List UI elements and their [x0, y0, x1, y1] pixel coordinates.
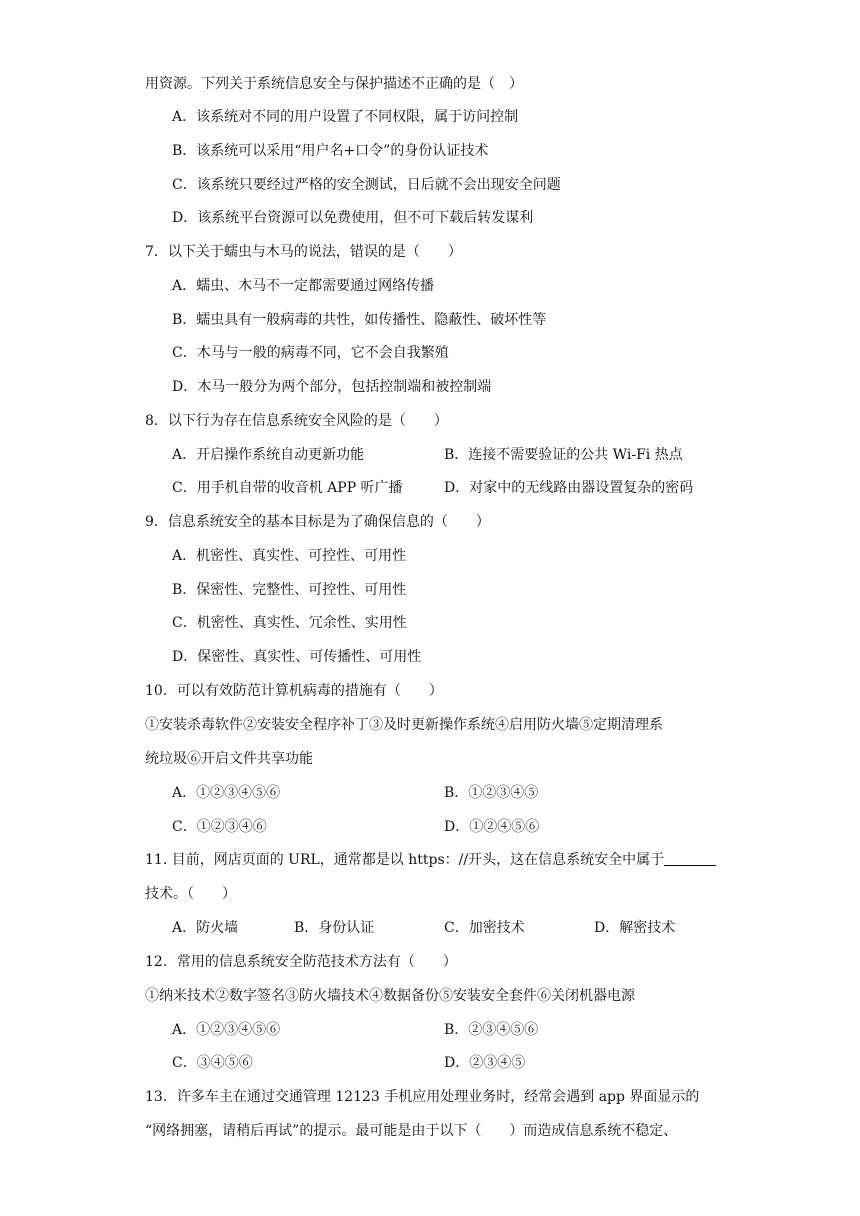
q11-stem-line2: 技术。（ ） [145, 886, 236, 902]
q11-option-d: D．解密技术 [594, 920, 676, 936]
q12-option-b: B．②③④⑤⑥ [444, 1022, 539, 1038]
q11-option-c: C．加密技术 [444, 920, 525, 936]
q11-stem-text: 11. 目前，网店页面的 URL，通常都是以 https：//开头，这在信息系统安全中属于 [145, 852, 665, 868]
q10-option-a: A．①②③④⑤⑥ [172, 785, 281, 801]
q9-stem: 9．信息系统安全的基本目标是为了确保信息的（ ） [145, 514, 490, 530]
q10-items-line2: 统垃圾⑥开启文件共享功能 [145, 751, 313, 767]
q7-option-a: A．蠕虫、木马不一定都需要通过网络传播 [172, 278, 435, 294]
q6-option-c: C．该系统只要经过严格的安全测试，日后就不会出现安全问题 [172, 177, 561, 193]
q11-option-b: B．身份认证 [294, 920, 375, 936]
q8-option-b: B．连接不需要验证的公共 Wi-Fi 热点 [444, 447, 683, 463]
q10-stem: 10．可以有效防范计算机病毒的措施有（ ） [145, 683, 443, 699]
q10-option-b: B．①②③④⑤ [444, 785, 539, 801]
q9-option-d: D．保密性、真实性、可传播性、可用性 [172, 649, 422, 665]
q10-option-d: D．①②④⑤⑥ [444, 819, 540, 835]
q11-option-a: A．防火墙 [172, 920, 239, 936]
q13-stem-line1: 13．许多车主在通过交通管理 12123 手机应用处理业务时，经常会遇到 app 界面显示的 [145, 1089, 700, 1105]
q7-option-d: D．木马一般分为两个部分，包括控制端和被控制端 [172, 379, 492, 395]
q7-option-c: C．木马与一般的病毒不同，它不会自我繁殖 [172, 345, 449, 361]
q8-option-c: C．用手机自带的收音机 APP 听广播 [172, 480, 403, 496]
q10-items-line1: ①安装杀毒软件②安装安全程序补丁③及时更新操作系统④启用防火墙⑤定期清理系 [145, 717, 663, 733]
q6-stem-continuation: 用资源。下列关于系统信息安全与保护描述不正确的是（ ） [145, 76, 523, 92]
q9-option-c: C．机密性、真实性、冗余性、实用性 [172, 615, 407, 631]
q6-option-b: B．该系统可以采用“用户名+口令”的身份认证技术 [172, 143, 489, 159]
q12-stem: 12．常用的信息系统安全防范技术方法有（ ） [145, 954, 457, 970]
q12-items: ①纳米技术②数字签名③防火墙技术④数据备份⑤安装安全套件⑥关闭机器电源 [145, 988, 635, 1004]
q11-stem-line1 [145, 850, 716, 870]
q8-option-d: D．对家中的无线路由器设置复杂的密码 [444, 480, 694, 496]
q6-option-d: D．该系统平台资源可以免费使用，但不可下载后转发谋利 [172, 210, 534, 226]
q12-option-d: D．②③④⑤ [444, 1055, 526, 1071]
q6-option-a: A．该系统对不同的用户设置了不同权限，属于访问控制 [172, 109, 519, 125]
q9-option-b: B．保密性、完整性、可控性、可用性 [172, 582, 407, 598]
q8-option-a: A．开启操作系统自动更新功能 [172, 447, 365, 463]
q12-option-a: A．①②③④⑤⑥ [172, 1022, 281, 1038]
q7-option-b: B．蠕虫具有一般病毒的共性，如传播性、隐蔽性、破坏性等 [172, 312, 547, 328]
q12-option-c: C．③④⑤⑥ [172, 1055, 253, 1071]
q9-option-a: A．机密性、真实性、可控性、可用性 [172, 548, 407, 564]
q13-stem-line2: “网络拥塞，请稍后再试”的提示。最可能是由于以下（ ）而造成信息系统不稳定、 [145, 1123, 678, 1139]
q8-stem: 8．以下行为存在信息系统安全风险的是（ ） [145, 413, 448, 429]
q7-stem: 7．以下关于蠕虫与木马的说法，错误的是（ ） [145, 244, 462, 260]
answer-blank [664, 851, 716, 866]
q10-option-c: C．①②③④⑥ [172, 819, 267, 835]
